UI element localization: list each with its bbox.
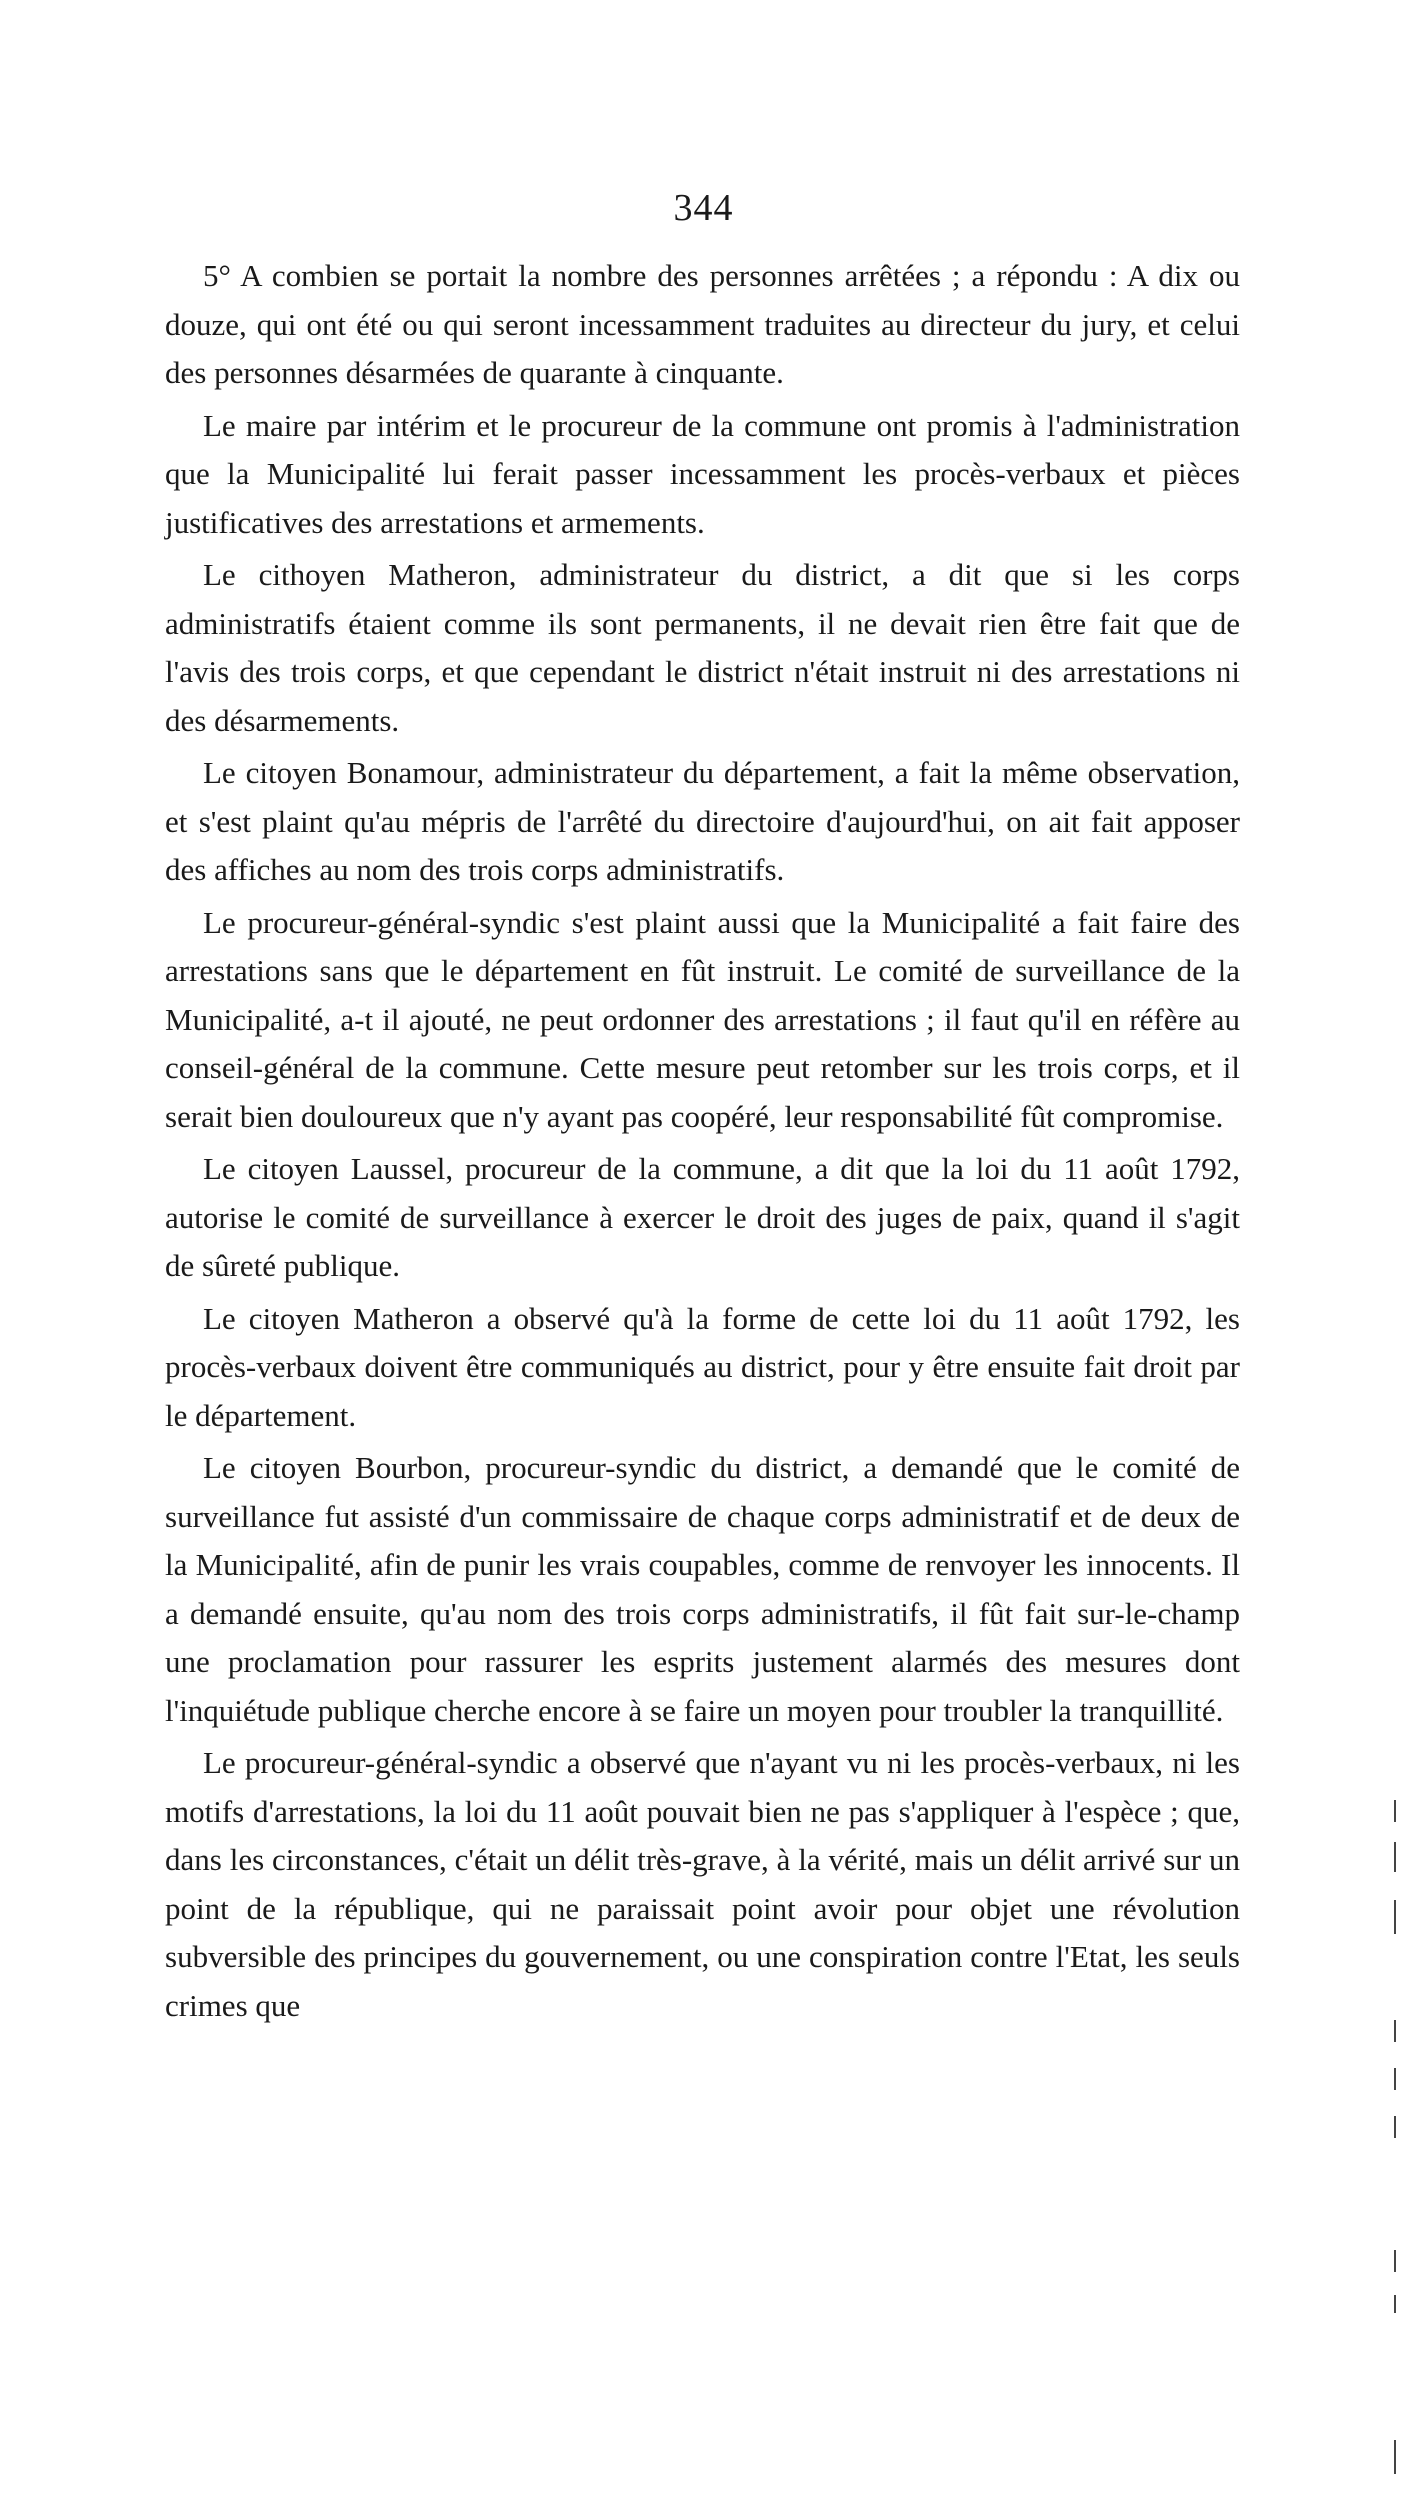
scan-mark <box>1394 2250 1396 2272</box>
scan-mark <box>1394 2020 1396 2042</box>
paragraph-6: Le citoyen Laussel, procureur de la commune, a dit que la loi du 11 août 1792, autorise le comité de surveillance à exercer le droit des juges de paix, quand il s'agit de sûreté publique. <box>165 1151 1240 1283</box>
scan-mark <box>1394 1900 1396 1934</box>
scan-mark <box>1394 2295 1396 2313</box>
paragraph-1: 5° A combien se portait la nombre des personnes arrêtées ; a répondu : A dix ou douze, qui ont été ou qui seront incessamment traduites au directeur du jury, et celui des personnes désarmées de quarante à cinquante. <box>165 258 1240 390</box>
paragraph-4: Le citoyen Bonamour, administrateur du département, a fait la même observation, et s'est plaint qu'au mépris de l'arrêté du directoire d'aujourd'hui, on ait fait apposer des affiches au nom des trois corps administratifs. <box>165 755 1240 887</box>
paragraph-8: Le citoyen Bourbon, procureur-syndic du district, a demandé que le comité de surveillance fut assisté d'un commissaire de chaque corps administratif et de deux de la Municipalité, afin de punir les vrais coupables, comme de renvoyer les innocents. Il a demandé ensuite, qu'au nom des trois corps administratifs, il fût fait sur-le-champ une proclamation pour rassurer les esprits justement alarmés des mesures dont l'inquiétude publique cherche encore à se faire un moyen pour troubler la tranquillité. <box>165 1450 1240 1728</box>
scan-mark <box>1394 1800 1396 1822</box>
paragraph-2: Le maire par intérim et le procureur de la commune ont promis à l'administration que la Municipalité lui ferait passer incessamment les procès-verbaux et pièces justificatives des arrestations et armements. <box>165 407 1240 540</box>
page-number: 344 <box>673 187 734 229</box>
body-text <box>165 252 1240 2030</box>
paragraph-7: Le citoyen Matheron a observé qu'à la forme de cette loi du 11 août 1792, les procès-verbaux doivent être communiqués au district, pour y être ensuite fait droit par le département. <box>165 1300 1240 1433</box>
paragraph-5: Le procureur-général-syndic s'est plaint aussi que la Municipalité a fait faire des arrestations sans que le département en fût instruit. Le comité de surveillance de la Municipalité, a-t il ajouté, ne peut ordonner des arrestations ; il faut qu'il en réfère au conseil-général de la commune. Cette mesure peut retomber sur les trois corps, et il serait bien douloureux que n'y ayant pas coopéré, leur responsabilité fût compromise. <box>165 904 1240 1134</box>
paragraph-9: Le procureur-général-syndic a observé que n'ayant vu ni les procès-verbaux, ni les motifs d'arrestations, la loi du 11 août pouvait bien ne pas s'appliquer à l'espèce ; que, dans les circonstances, c'était un délit très-grave, à la vérité, mais un délit arrivé sur un point de la république, qui ne paraissait point avoir pour objet une révolution subversible des principes du gouvernement, ou une conspiration contre l'Etat, les seuls crimes que <box>165 1745 1240 2023</box>
scan-mark <box>1394 2068 1396 2090</box>
scan-mark <box>1394 2116 1396 2138</box>
scan-mark <box>1394 2440 1396 2474</box>
scan-mark <box>1394 1842 1396 1872</box>
paragraph-3: Le cithoyen Matheron, administrateur du district, a dit que si les corps administratifs étaient comme ils sont permanents, il ne devait rien être fait que de l'avis des trois corps, et que cependant le district n'était instruit ni des arrestations ni des désarmements. <box>165 557 1240 738</box>
